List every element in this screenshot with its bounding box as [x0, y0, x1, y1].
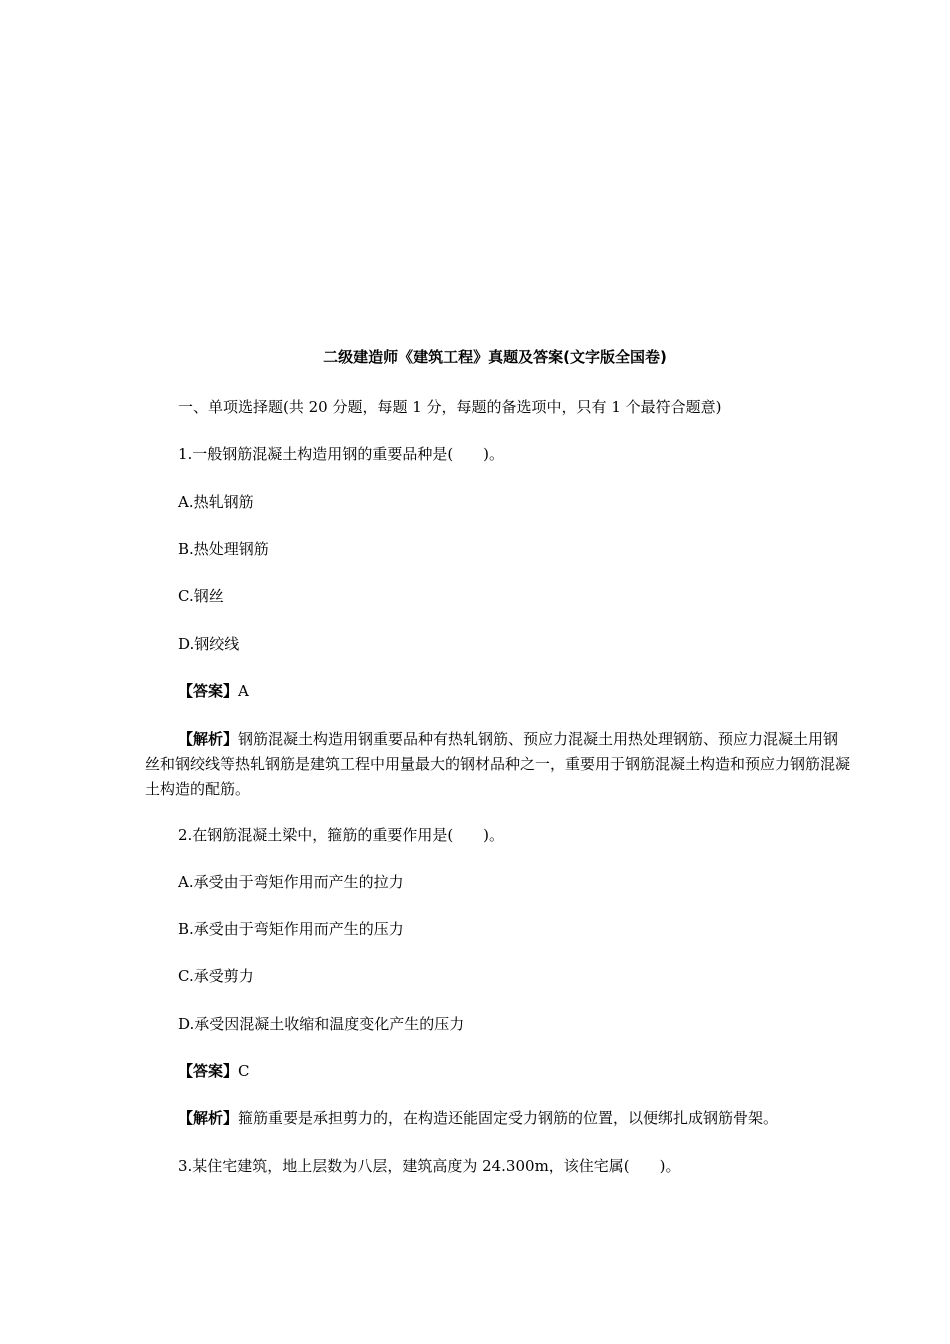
- question-2-option-c: C.承受剪力: [178, 967, 254, 985]
- analysis-label: 【解析】: [178, 730, 239, 748]
- question-1-option-b: B.热处理钢筋: [178, 540, 269, 558]
- answer-label: 【答案】: [178, 682, 239, 700]
- question-1-option-d: D.钢绞线: [178, 635, 240, 653]
- analysis-text: 钢筋混凝土构造用钢重要品种有热轧钢筋、预应力混凝土用热处理钢筋、预应力混凝土用钢丝和钢绞线等热轧钢筋是建筑工程中用量最大的钢材品种之一，重要用于钢筋混凝土构造和预应力钢筋混凝土构造的配筋。: [145, 730, 851, 798]
- section-heading: 一、单项选择题(共 20 分题，每题 1 分，每题的备选项中，只有 1 个最符合题意): [178, 398, 722, 416]
- analysis-label: 【解析】: [178, 1109, 239, 1127]
- question-1-stem: 1.一般钢筋混凝土构造用钢的重要品种是( )。: [178, 445, 505, 463]
- question-2-option-d: D.承受因混凝土收缩和温度变化产生的压力: [178, 1015, 465, 1033]
- question-2-option-b: B.承受由于弯矩作用而产生的压力: [178, 920, 404, 938]
- answer-value: C: [238, 1062, 250, 1080]
- question-2-stem: 2.在钢筋混凝土梁中，箍筋的重要作用是( )。: [178, 826, 505, 844]
- question-2-option-a: A.承受由于弯矩作用而产生的拉力: [178, 873, 404, 891]
- question-2-answer: [178, 1060, 250, 1082]
- question-3-stem: 3.某住宅建筑，地上层数为八层，建筑高度为 24.300m，该住宅属( )。: [178, 1157, 681, 1175]
- question-1-option-a: A.热轧钢筋: [178, 493, 254, 511]
- question-2-analysis: [178, 1107, 778, 1129]
- question-1-analysis: [145, 727, 851, 802]
- analysis-text: 箍筋重要是承担剪力的，在构造还能固定受力钢筋的位置，以便绑扎成钢筋骨架。: [238, 1109, 779, 1127]
- answer-label: 【答案】: [178, 1062, 239, 1080]
- answer-value: A: [238, 682, 249, 700]
- document-title: 二级建造师《建筑工程》真题及答案(文字版全国卷): [323, 348, 667, 366]
- question-1-option-c: C.钢丝: [178, 587, 224, 605]
- question-1-answer: [178, 680, 249, 702]
